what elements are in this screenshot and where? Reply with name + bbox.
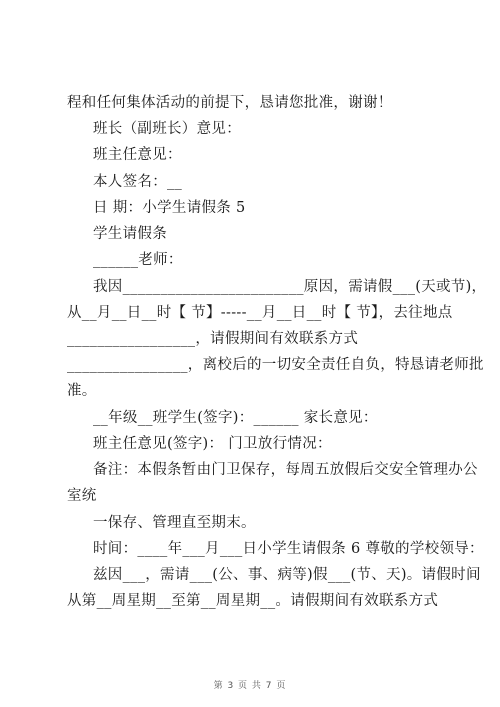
section-title: 学生请假条: [93, 226, 167, 242]
text-line-13: __年级__班学生(签字)：______ 家长意见：: [93, 410, 378, 426]
text-line-8: 我因________________________原因，需请假___(天或节)，: [93, 279, 487, 295]
text-line-1: 程和任何集体活动的前提下，恳请您批准，谢谢！: [67, 95, 393, 111]
text-line-17: 一保存、管理直至期末。: [93, 515, 256, 531]
time-line: 时间：____年___月___日小学生请假条 6 尊敬的学校领导：: [93, 541, 484, 557]
text-line-16: 室统: [67, 488, 97, 504]
text-line-11: ________________，离校后的一切安全责任自负，特恳请老师批: [67, 357, 484, 373]
text-line-9: 从__月__日__时【 节】-----__月__日__时【 节】，去往地点: [67, 305, 453, 321]
page-number: 第 3 页 共 7 页: [213, 681, 287, 691]
text-line-20: 从第__周星期__至第__周星期__。请假期间有效联系方式: [67, 593, 439, 609]
text-line-12: 准。: [67, 383, 97, 399]
text-line-2: 班长（副班长）意见：: [93, 121, 241, 137]
salutation-line: ______老师：: [93, 252, 183, 268]
signature-line: 本人签名：__: [93, 174, 183, 190]
text-line-19: 兹因___，需请___(公、事、病等)假___(节、天)。请假时间: [93, 567, 481, 583]
text-line-3: 班主任意见：: [93, 147, 182, 163]
date-line: 日 期：小学生请假条 5: [93, 200, 246, 216]
remark-line: 备注：本假条暂由门卫保存，每周五放假后交安全管理办公: [93, 462, 478, 478]
text-line-10: _________________，请假期间有效联系方式: [67, 331, 359, 347]
text-line-14: 班主任意见(签字)： 门卫放行情况：: [93, 436, 332, 452]
